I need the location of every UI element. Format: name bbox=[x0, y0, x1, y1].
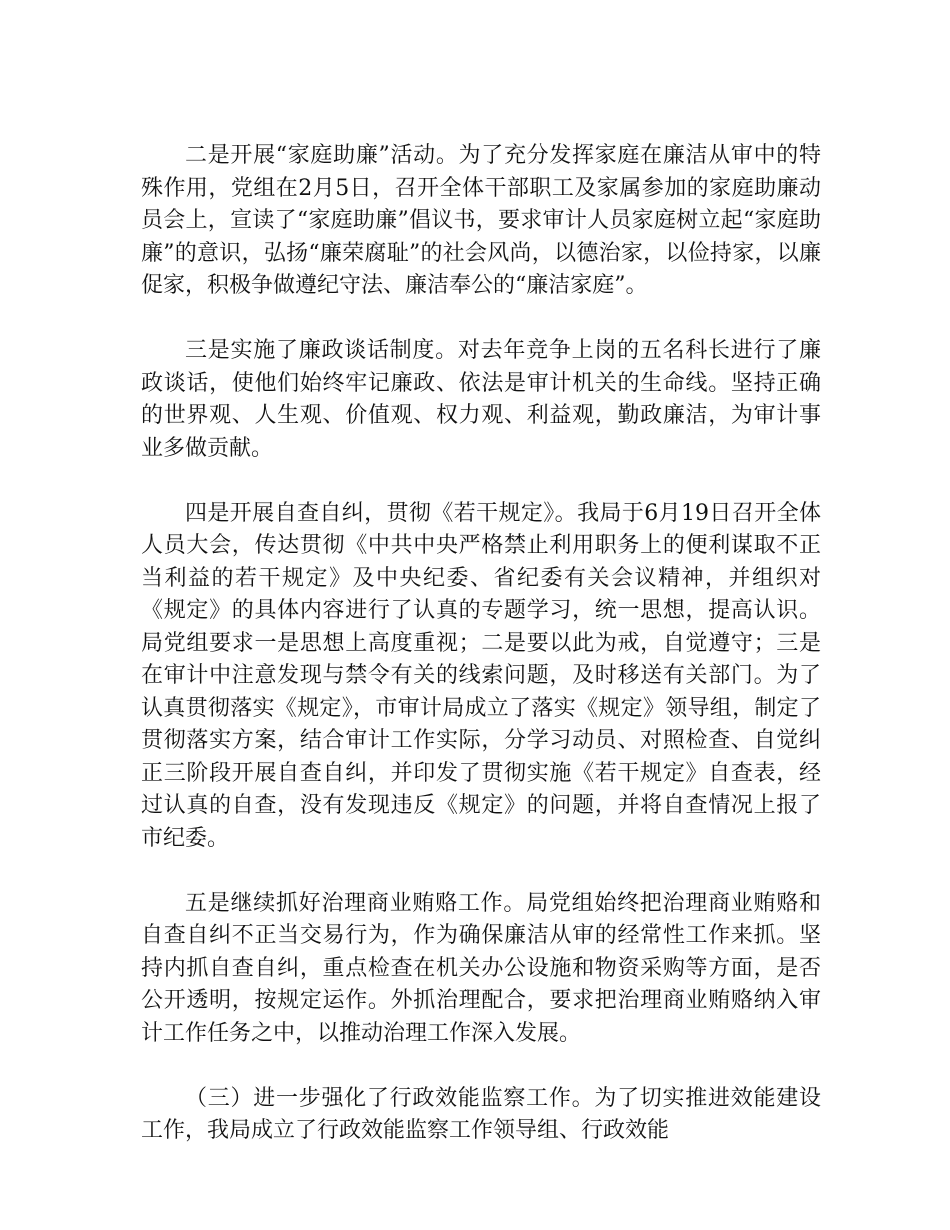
paragraph-efficiency-supervision: （三）进一步强化了行政效能监察工作。为了切实推进效能建设工作，我局成立了行政效能监察工作领导组、行政效能 bbox=[141, 1085, 821, 1143]
paragraph-commercial-bribery: 五是继续抓好治理商业贿赂工作。局党组始终把治理商业贿赂和自查自纠不正当交易行为，作为确保廉洁从审的经常性工作来抓。坚持内抓自查自纠，重点检查在机关办公设施和物资采购等方面，是否公开透明，按规定运作。外抓治理配合，要求把治理商业贿赂纳入审计工作任务之中，以推动治理工作深入发展。 bbox=[141, 890, 821, 1046]
document-body bbox=[141, 140, 821, 1148]
paragraph-integrity-talks: 三是实施了廉政谈话制度。对去年竞争上岗的五名科长进行了廉政谈话，使他们始终牢记廉政、依法是审计机关的生命线。坚持正确的世界观、人生观、价值观、权力观、利益观，勤政廉洁，为审计事业多做贡献。 bbox=[141, 338, 821, 461]
paragraph-family-integrity: 二是开展“家庭助廉”活动。为了充分发挥家庭在廉洁从审中的特殊作用，党组在2月5日，召开全体干部职工及家属参加的家庭助廉动员会上，宣读了“家庭助廉”倡议书，要求审计人员家庭树立起“家庭助廉”的意识，弘扬“廉荣腐耻”的社会风尚，以德治家，以俭持家，以廉促家，积极争做遵纪守法、廉洁奉公的“廉洁家庭”。 bbox=[141, 143, 821, 298]
paragraph-self-inspection: 四是开展自查自纠，贯彻《若干规定》。我局于6月19日召开全体人员大会，传达贯彻《中共中央严格禁止利用职务上的便利谋取不正当利益的若干规定》及中央纪委、省纪委有关会议精神，并组织对《规定》的具体内容进行了认真的专题学习，统一思想，提高认识。局党组要求一是思想上高度重视；二是要以此为戒，自觉遵守；三是在审计中注意发现与禁令有关的线索问题，及时移送有关部门。为了认真贯彻落实《规定》，市审计局成立了落实《规定》领导组，制定了贯彻落实方案，结合审计工作实际，分学习动员、对照检查、自觉纠正三阶段开展自查自纠，并印发了贯彻实施《若干规定》自查表，经过认真的自查，没有发现违反《规定》的问题，并将自查情况上报了市纪委。 bbox=[141, 500, 821, 851]
